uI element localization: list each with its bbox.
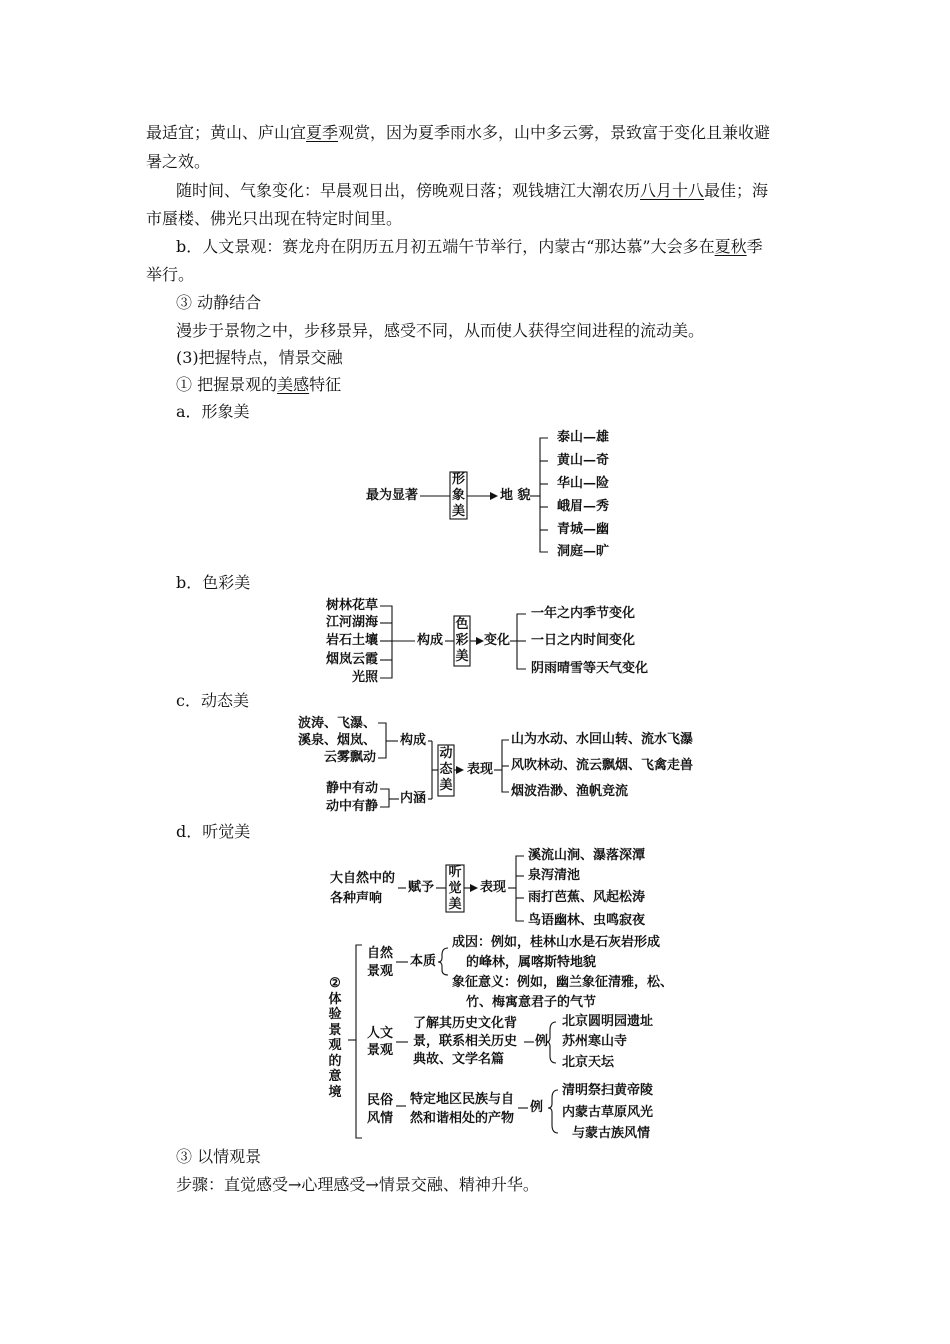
diagram5-mid-label: 本质 [410,954,437,969]
diagram3-item: 山为水动、水回山转、流水飞瀑 [511,732,694,747]
diagram4-item: 溪流山涧、瀑落深潭 [528,848,646,863]
paragraph-line: 暑之效。 [146,152,211,171]
diagram2-item: 一日之内时间变化 [531,633,636,648]
diagram2-mid-label: 变化 [484,633,511,648]
diagram5-root: ② 体 验 景 观 的 意 境 [328,976,342,1100]
diagram1-item: 峨眉—秀 [557,499,610,514]
diagram3-box: 动 态 美 [439,746,453,793]
diagram4-item: 鸟语幽林、虫鸣寂夜 [528,913,646,928]
diagram3-left-item: 静中有动 [325,781,378,796]
diagram3-mid-label: 构成 [400,733,427,748]
diagram5-branch-label: 人文 [367,1026,394,1041]
diagram3-mid-label: 内涵 [400,791,427,806]
diagram3-left-item: 动中有静 [325,799,378,814]
diagram5-text: 了解其历史文化背 [413,1016,518,1031]
subsection-heading: c．动态美 [176,691,249,710]
paragraph-line: 最适宜；黄山、庐山宜夏季观赏，因为夏季雨水多，山中多云雾，景致富于变化且兼收避 [146,123,771,142]
diagram1-mid-label: 地 貌 [500,488,531,503]
diagram5-branch-label: 风情 [367,1111,394,1126]
paragraph-line: b．人文景观：赛龙舟在阴历五月初五端午节举行，内蒙古“那达慕”大会多在夏秋季 [176,237,763,256]
diagram3-left-item: 波涛、飞瀑、 [298,716,377,731]
diagram2-left-item: 树林花草 [325,598,378,613]
diagram5-item: 北京天坛 [562,1055,615,1070]
subsection-heading: a．形象美 [176,402,250,421]
diagram5-text: 然和谐相处的产物 [410,1111,515,1126]
diagram5-branch-label: 民俗 [367,1093,394,1108]
diagram2-left-item: 光照 [351,670,378,685]
diagram5-example-label: 例 [530,1100,544,1115]
diagram2-left-item: 岩石土壤 [325,633,378,648]
diagram5-item: 北京圆明园遗址 [562,1014,654,1029]
section-heading: (3)把握特点，情景交融 [176,348,343,367]
diagram1-item: 青城—幽 [557,522,610,537]
diagram5-item: 与蒙古族风情 [572,1126,651,1141]
diagram1-item: 华山—险 [557,476,610,491]
diagram3-item: 烟波浩渺、渔帆竞流 [511,784,629,799]
diagram2-item: 阴雨晴雪等天气变化 [531,661,649,676]
section-heading: ③ 动静结合 [176,293,262,312]
diagram4-item: 泉泻清池 [528,868,581,883]
diagram5-text: 典故、文学名篇 [413,1052,505,1067]
section-heading: ① 把握景观的美感特征 [176,375,342,394]
diagram1-item: 洞庭—旷 [557,544,610,559]
section-heading: ③ 以情观景 [176,1147,262,1166]
diagram1-left-label: 最为显著 [366,488,419,503]
diagram3-item: 风吹林动、流云飘烟、飞禽走兽 [511,758,694,773]
diagram1-item: 泰山—雄 [557,430,610,445]
paragraph-line: 漫步于景物之中，步移景异，感受不同，从而使人获得空间进程的流动美。 [176,321,705,340]
diagram5-example-label: 例 [535,1034,549,1049]
diagram2-left-item: 江河湖海 [325,615,378,630]
diagram5-text: 竹、梅寓意君子的气节 [466,995,597,1010]
diagram5-branch-label: 景观 [367,964,394,979]
subsection-heading: d．听觉美 [176,822,251,841]
diagram4-item: 雨打芭蕉、风起松涛 [528,890,646,905]
diagram2-item: 一年之内季节变化 [531,606,636,621]
paragraph-line: 市蜃楼、佛光只出现在特定时间里。 [146,209,403,228]
diagram5-item: 清明祭扫黄帝陵 [562,1083,654,1098]
paragraph-line: 随时间、气象变化：早晨观日出，傍晚观日落；观钱塘江大潮农历八月十八最佳；海 [176,181,769,200]
diagram4-mid-label: 赋予 [408,880,435,895]
diagram3-left-item: 溪泉、烟岚、 [298,733,377,748]
diagram4-left-item: 各种声响 [330,891,383,906]
subsection-heading: b．色彩美 [176,573,251,592]
diagram5-item: 苏州寒山寺 [562,1034,628,1049]
paragraph-line: 步骤：直觉感受→心理感受→情景交融、精神升华。 [176,1175,539,1194]
diagram3-left-item: 云雾飘动 [323,750,376,765]
diagram5-text: 象征意义：例如，幽兰象征清雅，松、 [452,975,674,990]
diagram5-text: 景，联系相关历史 [413,1034,518,1049]
diagram4-mid-label: 表现 [480,880,507,895]
paragraph-line: 举行。 [146,265,195,284]
diagram5-branch-label: 景观 [367,1043,394,1058]
diagram5-branch-label: 自然 [367,946,394,961]
diagram5-item: 内蒙古草原风光 [562,1105,654,1120]
diagram5-text: 特定地区民族与自 [410,1092,515,1107]
diagram5-text: 成因：例如，桂林山水是石灰岩形成 [452,935,661,950]
diagram5-text: 的峰林，属喀斯特地貌 [466,955,597,970]
diagram2-left-item: 烟岚云霞 [325,652,378,667]
diagram2-mid-label: 构成 [417,633,444,648]
diagram4-left-item: 大自然中的 [330,871,396,886]
diagram1-box: 形 象 美 [451,472,465,519]
diagram3-mid-label: 表现 [467,762,494,777]
diagram2-box: 色 彩 美 [455,617,469,664]
diagram4-box: 听 觉 美 [448,865,462,912]
diagram1-item: 黄山—奇 [557,453,610,468]
